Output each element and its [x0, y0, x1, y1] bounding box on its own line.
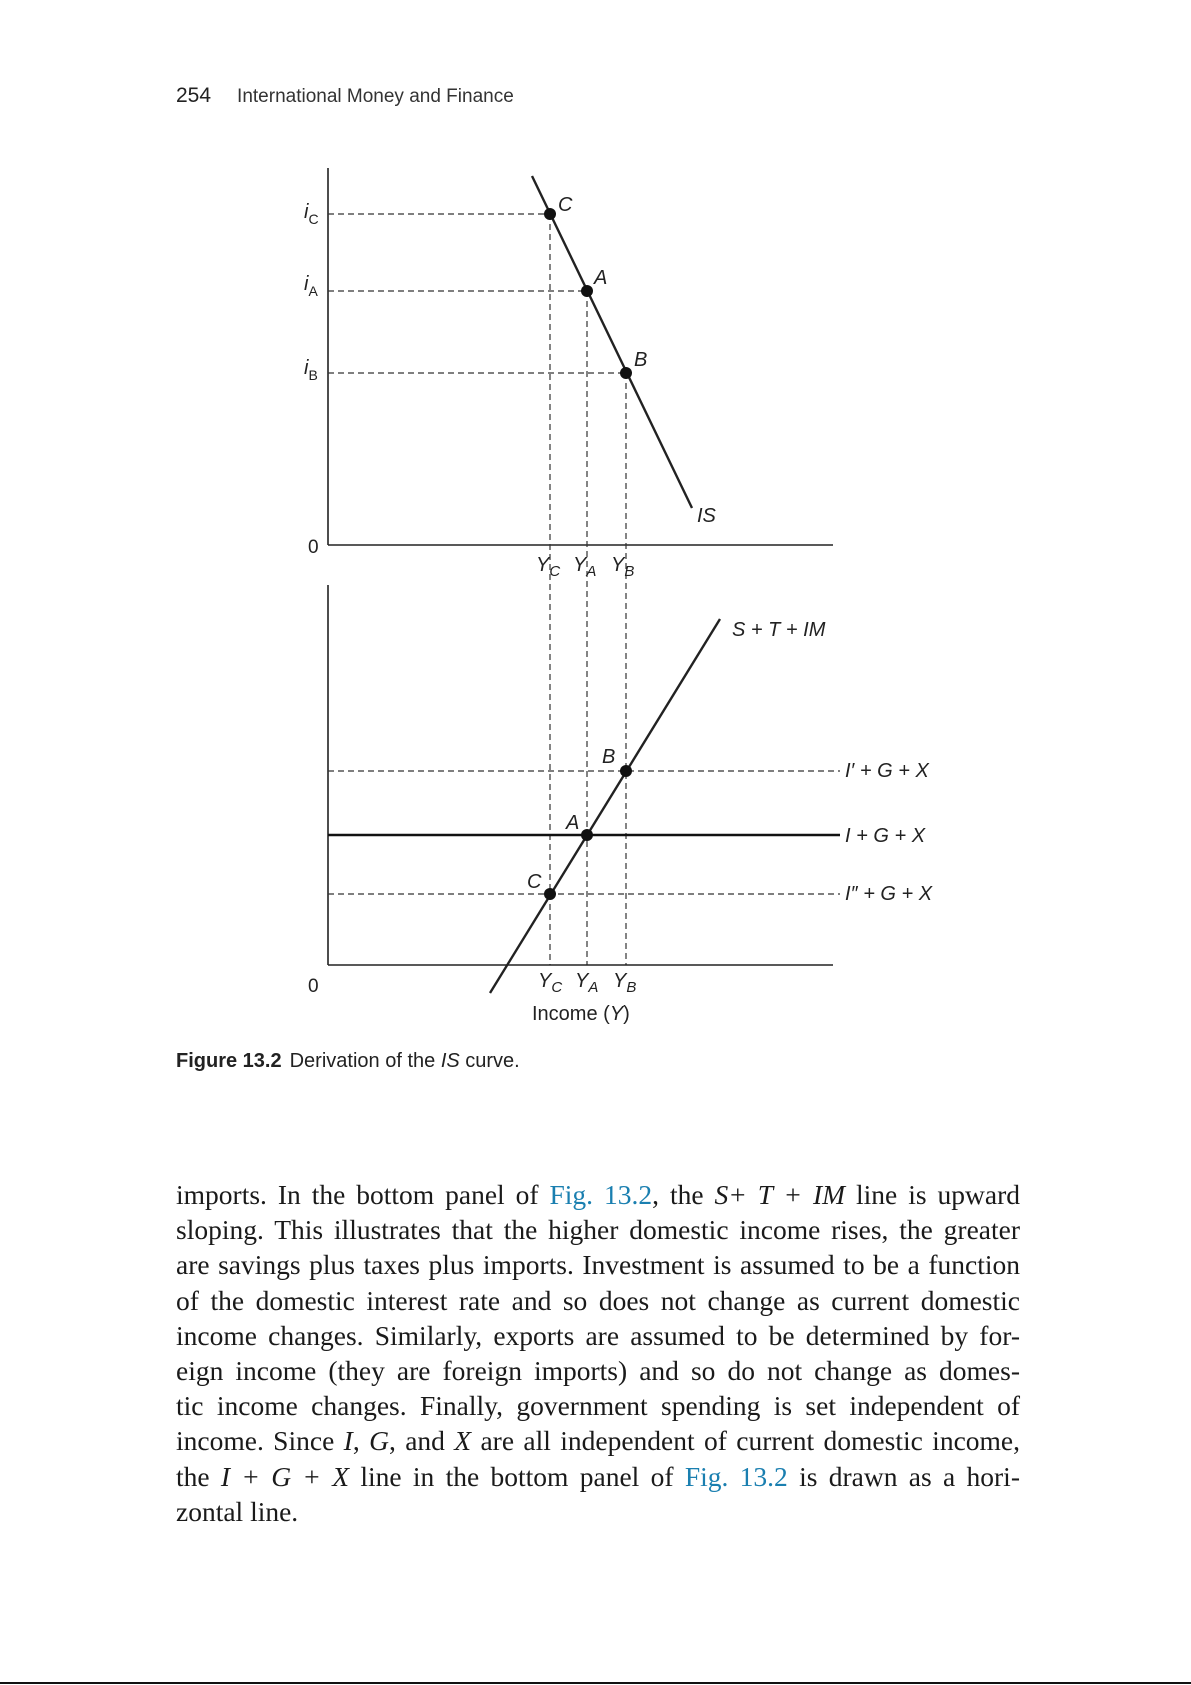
point-B-bottom: [620, 765, 632, 777]
label-I-dprime-G-X: I″ + G + X: [845, 883, 933, 905]
caption-label: Figure 13.2: [176, 1050, 282, 1072]
label-YB-top: $Y_B$: [611, 554, 635, 580]
point-label-A-top: A: [594, 267, 608, 289]
point-label-A-bottom: A: [566, 812, 580, 834]
body-line: of the domestic interest rate and so does not change as current domestic: [176, 1284, 1020, 1316]
label-iB: $i_B$: [304, 357, 318, 383]
body-paragraph: [176, 1177, 1020, 1529]
label-YB-bottom: $Y_B$: [613, 970, 637, 996]
label-iC: $i_C$: [304, 201, 319, 227]
point-label-B-bottom: B: [602, 746, 616, 768]
point-B-top: [620, 367, 632, 379]
bottom-panel: [308, 585, 933, 1025]
label-YA-bottom: $Y_A$: [575, 970, 599, 996]
point-A-top: [581, 285, 593, 297]
label-zero-bottom: 0: [308, 976, 319, 997]
body-line: income. Since I, G, and X are all independent of current domestic income,: [176, 1425, 1020, 1457]
point-label-B-top: B: [634, 349, 648, 371]
running-title: International Money and Finance: [237, 86, 514, 107]
body-line: income changes. Similarly, exports are assumed to be determined by for-: [176, 1319, 1020, 1351]
label-iA: $i_A$: [304, 273, 318, 299]
label-zero-top: 0: [308, 537, 319, 558]
body-line: imports. In the bottom panel of Fig. 13.2, the S+ T + IM line is upward: [176, 1179, 1020, 1210]
body-line: are savings plus taxes plus imports. Investment is assumed to be a function: [176, 1249, 1020, 1281]
point-label-C-top: C: [558, 194, 573, 216]
point-C-top: [544, 208, 556, 220]
page-number: 254: [176, 84, 212, 107]
label-YC-top: $Y_C$: [536, 554, 561, 580]
label-I-G-X: I + G + X: [845, 825, 926, 847]
label-YC-bottom: $Y_C$: [538, 970, 563, 996]
s-t-im-label: S + T + IM: [732, 619, 826, 641]
body-line: tic income changes. Finally, government spending is set independent of: [176, 1390, 1020, 1422]
figure-reference-link[interactable]: Fig. 13.2: [684, 1460, 788, 1492]
body-line: eign income (they are foreign imports) and so do not change as domes-: [176, 1355, 1020, 1387]
page-bottom-rule: [0, 1682, 1191, 1684]
s-t-im-line: [490, 619, 720, 993]
figure-caption: Figure 13.2 Derivation of the IS curve.: [176, 1050, 520, 1072]
is-curve-label: IS: [697, 505, 716, 527]
point-C-bottom: [544, 888, 556, 900]
point-label-C-bottom: C: [527, 871, 542, 893]
point-A-bottom: [581, 829, 593, 841]
figure-reference-link[interactable]: Fig. 13.2: [549, 1179, 653, 1210]
top-panel: [304, 168, 833, 965]
body-line: sloping. This illustrates that the higher domestic income rises, the greater: [176, 1214, 1020, 1246]
is-curve: [532, 176, 692, 508]
body-line: the I + G + X line in the bottom panel of Fig. 13.2 is drawn as a hori-: [176, 1460, 1020, 1492]
label-YA-top: $Y_A$: [573, 554, 597, 580]
body-line: zontal line.: [176, 1495, 299, 1527]
label-I-prime-G-X: I′ + G + X: [845, 760, 929, 782]
x-axis-title: Income (Y): [532, 1003, 630, 1025]
